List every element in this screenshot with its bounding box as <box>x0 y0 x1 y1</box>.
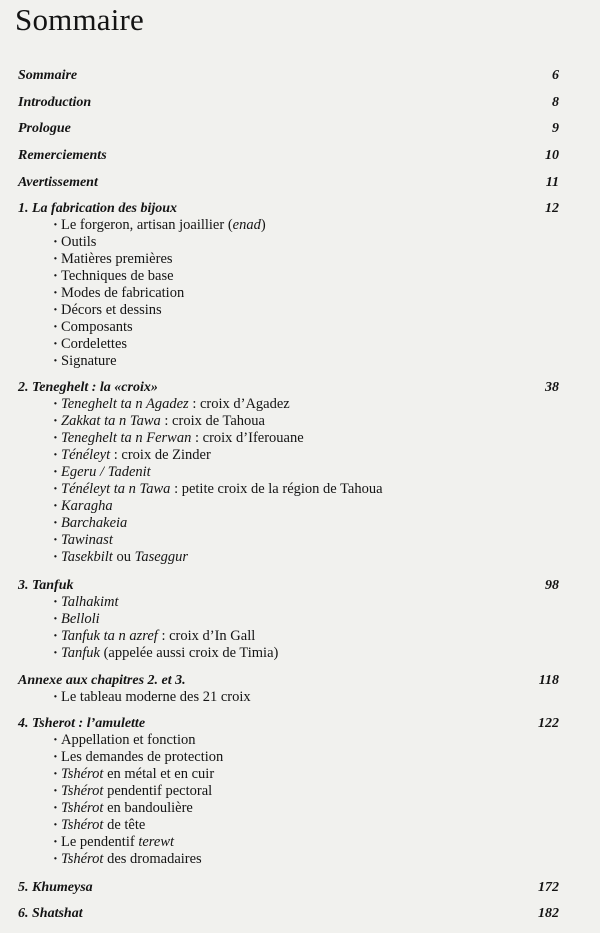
toc-subitem-text: Les demandes de protection <box>61 749 224 765</box>
toc-subitem-text: Modes de fabrication <box>61 285 185 301</box>
toc-page-number: 8 <box>552 95 559 110</box>
toc-subitem-text: ou <box>112 549 135 565</box>
toc-subitem-italic: Barchakeia <box>61 515 128 531</box>
bullet-icon: · <box>53 319 58 335</box>
bullet-icon: · <box>53 515 58 531</box>
toc-subitem-italic: Taseggur <box>134 549 189 565</box>
toc-subitem-italic: Tshérot <box>61 783 104 799</box>
toc-subitem-text: : petite croix de la région de Tahoua <box>170 481 383 497</box>
toc-subitem-text: Techniques de base <box>61 268 174 284</box>
toc-section-label: 4. Tsherot : l’amulette <box>18 716 146 731</box>
bullet-icon: · <box>53 549 58 565</box>
toc-subitem-text: des dromadaires <box>103 851 202 867</box>
bullet-icon: · <box>53 817 58 833</box>
bullet-icon: · <box>53 285 58 301</box>
toc-subitem-italic: terewt <box>138 834 175 850</box>
bullet-icon: · <box>53 766 58 782</box>
toc-page-number: 12 <box>545 201 559 216</box>
toc-subitem-text: : croix de Zinder <box>110 447 211 463</box>
bullet-icon: · <box>53 413 58 429</box>
toc-subitem[interactable] <box>53 464 151 481</box>
toc-subitem[interactable] <box>53 851 202 868</box>
bullet-icon: · <box>53 302 58 318</box>
toc-subitem[interactable] <box>53 353 117 370</box>
toc-section-heading[interactable] <box>18 673 578 689</box>
toc-section-label: Prologue <box>18 121 71 136</box>
bullet-icon: · <box>53 783 58 799</box>
toc-section-heading[interactable] <box>18 68 578 84</box>
toc-section-heading[interactable] <box>18 175 578 191</box>
toc-subitem-text: Composants <box>61 319 133 335</box>
toc-subitem-text: Le pendentif <box>61 834 139 850</box>
toc-subitem[interactable] <box>53 498 113 515</box>
toc-subitem-text: en métal et en cuir <box>103 766 215 782</box>
toc-subitem[interactable] <box>53 285 184 302</box>
toc-subitem[interactable] <box>53 268 174 285</box>
bullet-icon: · <box>53 447 58 463</box>
toc-section-heading[interactable] <box>18 380 578 396</box>
toc-subitem-text: Outils <box>61 234 97 250</box>
toc-subitem-italic: Zakkat ta n Tawa <box>61 413 161 429</box>
toc-subitem-italic: Tshérot <box>61 851 104 867</box>
toc-subitem-italic: Teneghelt ta n Agadez <box>61 396 189 412</box>
bullet-icon: · <box>53 336 58 352</box>
toc-section-label: 2. Teneghelt : la «croix» <box>18 380 158 395</box>
toc-subitem[interactable] <box>53 447 211 464</box>
bullet-icon: · <box>53 464 58 480</box>
toc-subitem-italic: Tawinast <box>61 532 113 548</box>
toc-section-heading[interactable] <box>18 906 578 922</box>
toc-subitem-text: : croix d’In Gall <box>157 628 256 644</box>
toc-subitem-italic: Tshérot <box>61 817 104 833</box>
toc-subitem-italic: Tshérot <box>61 766 104 782</box>
toc-section-label: 6. Shatshat <box>18 906 83 921</box>
toc-section-label: 5. Khumeysa <box>18 880 93 895</box>
bullet-icon: · <box>53 749 58 765</box>
toc-subitem-text: Cordelettes <box>61 336 128 352</box>
toc-section-heading[interactable] <box>18 880 578 896</box>
toc-subitem[interactable] <box>53 689 251 706</box>
toc-subitem[interactable] <box>53 645 278 662</box>
toc-subitem[interactable] <box>53 594 118 611</box>
toc-subitem[interactable] <box>53 611 100 628</box>
toc-subitem-italic: Tanfuk ta n azref <box>61 628 158 644</box>
toc-page-number: 9 <box>552 121 559 136</box>
toc-subitem[interactable] <box>53 515 127 532</box>
toc-subitem[interactable] <box>53 532 113 549</box>
bullet-icon: · <box>53 628 58 644</box>
toc-page-number: 182 <box>538 906 559 921</box>
toc-subitem-text: Signature <box>61 353 117 369</box>
toc-section-label: 3. Tanfuk <box>18 578 74 593</box>
toc-subitem[interactable] <box>53 749 223 766</box>
toc-subitem[interactable] <box>53 800 193 817</box>
toc-page-number: 38 <box>545 380 559 395</box>
bullet-icon: · <box>53 234 58 250</box>
bullet-icon: · <box>53 217 58 233</box>
bullet-icon: · <box>53 851 58 867</box>
bullet-icon: · <box>53 353 58 369</box>
toc-section-label: Annexe aux chapitres 2. et 3. <box>18 673 186 688</box>
toc-subitem-italic: Tasekbilt <box>61 549 113 565</box>
toc-subitem-italic: Teneghelt ta n Ferwan <box>61 430 192 446</box>
toc-subitem[interactable] <box>53 628 255 645</box>
toc-subitem[interactable] <box>53 413 265 430</box>
toc-subitem-text: : croix d’Iferouane <box>191 430 304 446</box>
bullet-icon: · <box>53 732 58 748</box>
toc-subitem-text: Le forgeron, artisan joaillier ( <box>61 217 233 233</box>
toc-subitem[interactable] <box>53 481 383 498</box>
bullet-icon: · <box>53 800 58 816</box>
toc-subitem-text: (appelée aussi croix de Timia) <box>99 645 279 661</box>
toc-subitem[interactable] <box>53 336 127 353</box>
toc-section-heading[interactable] <box>18 148 578 164</box>
bullet-icon: · <box>53 251 58 267</box>
toc-subitem-text: en bandoulière <box>103 800 193 816</box>
bullet-icon: · <box>53 481 58 497</box>
toc-page-number: 122 <box>538 716 559 731</box>
toc-subitem-text: de tête <box>103 817 146 833</box>
toc-section-heading[interactable] <box>18 121 578 137</box>
toc-section-label: Remerciements <box>18 148 107 163</box>
toc-subitem[interactable] <box>53 766 214 783</box>
bullet-icon: · <box>53 594 58 610</box>
toc-subitem-text: Appellation et fonction <box>61 732 196 748</box>
toc-subitem[interactable] <box>53 817 145 834</box>
toc-section-heading[interactable] <box>18 716 578 732</box>
toc-page-number: 118 <box>538 673 559 688</box>
toc-subitem-text: : croix d’Agadez <box>188 396 290 412</box>
toc-subitem-text: ) <box>260 217 266 233</box>
toc-subitem-italic: Tanfuk <box>61 645 100 661</box>
toc-subitem[interactable] <box>53 217 266 234</box>
toc-subitem[interactable] <box>53 234 96 251</box>
toc-subitem-italic: Egeru / Tadenit <box>61 464 151 480</box>
toc-subitem-italic: Ténéleyt <box>61 447 111 463</box>
toc-subitem-text: Matières premières <box>61 251 173 267</box>
toc-subitem[interactable] <box>53 549 188 566</box>
bullet-icon: · <box>53 689 58 705</box>
toc-subitem-italic: Karagha <box>61 498 113 514</box>
toc-subitem-italic: Ténéleyt ta n Tawa <box>61 481 171 497</box>
toc-subitem-text: Le tableau moderne des 21 croix <box>61 689 251 705</box>
bullet-icon: · <box>53 532 58 548</box>
toc-section-heading[interactable] <box>18 201 578 217</box>
toc-section-heading[interactable] <box>18 578 578 594</box>
toc-subitem[interactable] <box>53 251 173 268</box>
toc-section-label: Introduction <box>18 95 92 110</box>
bullet-icon: · <box>53 430 58 446</box>
toc-subitem[interactable] <box>53 396 290 413</box>
toc-subitem[interactable] <box>53 783 212 800</box>
bullet-icon: · <box>53 396 58 412</box>
bullet-icon: · <box>53 268 58 284</box>
toc-section-label: 1. La fabrication des bijoux <box>18 201 178 216</box>
toc-page-number: 98 <box>545 578 559 593</box>
toc-subitem[interactable] <box>53 732 196 749</box>
page-title: Sommaire <box>15 2 145 37</box>
toc-subitem-italic: Tshérot <box>61 800 104 816</box>
toc-subitem[interactable] <box>53 319 133 336</box>
toc-subitem-text: : croix de Tahoua <box>160 413 265 429</box>
bullet-icon: · <box>53 834 58 850</box>
bullet-icon: · <box>53 498 58 514</box>
toc-subitem[interactable] <box>53 430 304 447</box>
toc-section-heading[interactable] <box>18 95 578 111</box>
bullet-icon: · <box>53 645 58 661</box>
toc-subitem-italic: enad <box>232 217 261 233</box>
toc-section-label: Sommaire <box>18 68 78 83</box>
toc-section-label: Avertissement <box>18 175 98 190</box>
toc-subitem-italic: Talhakimt <box>61 594 119 610</box>
toc-subitem[interactable] <box>53 834 174 851</box>
toc-subitem-text: pendentif pectoral <box>103 783 213 799</box>
bullet-icon: · <box>53 611 58 627</box>
toc-subitem-italic: Belloli <box>61 611 100 627</box>
toc-page-number: 6 <box>552 68 559 83</box>
toc-page-number: 11 <box>545 175 559 190</box>
toc-page-number: 10 <box>545 148 559 163</box>
toc-page-number: 172 <box>538 880 559 895</box>
toc-subitem[interactable] <box>53 302 162 319</box>
toc-subitem-text: Décors et dessins <box>61 302 162 318</box>
